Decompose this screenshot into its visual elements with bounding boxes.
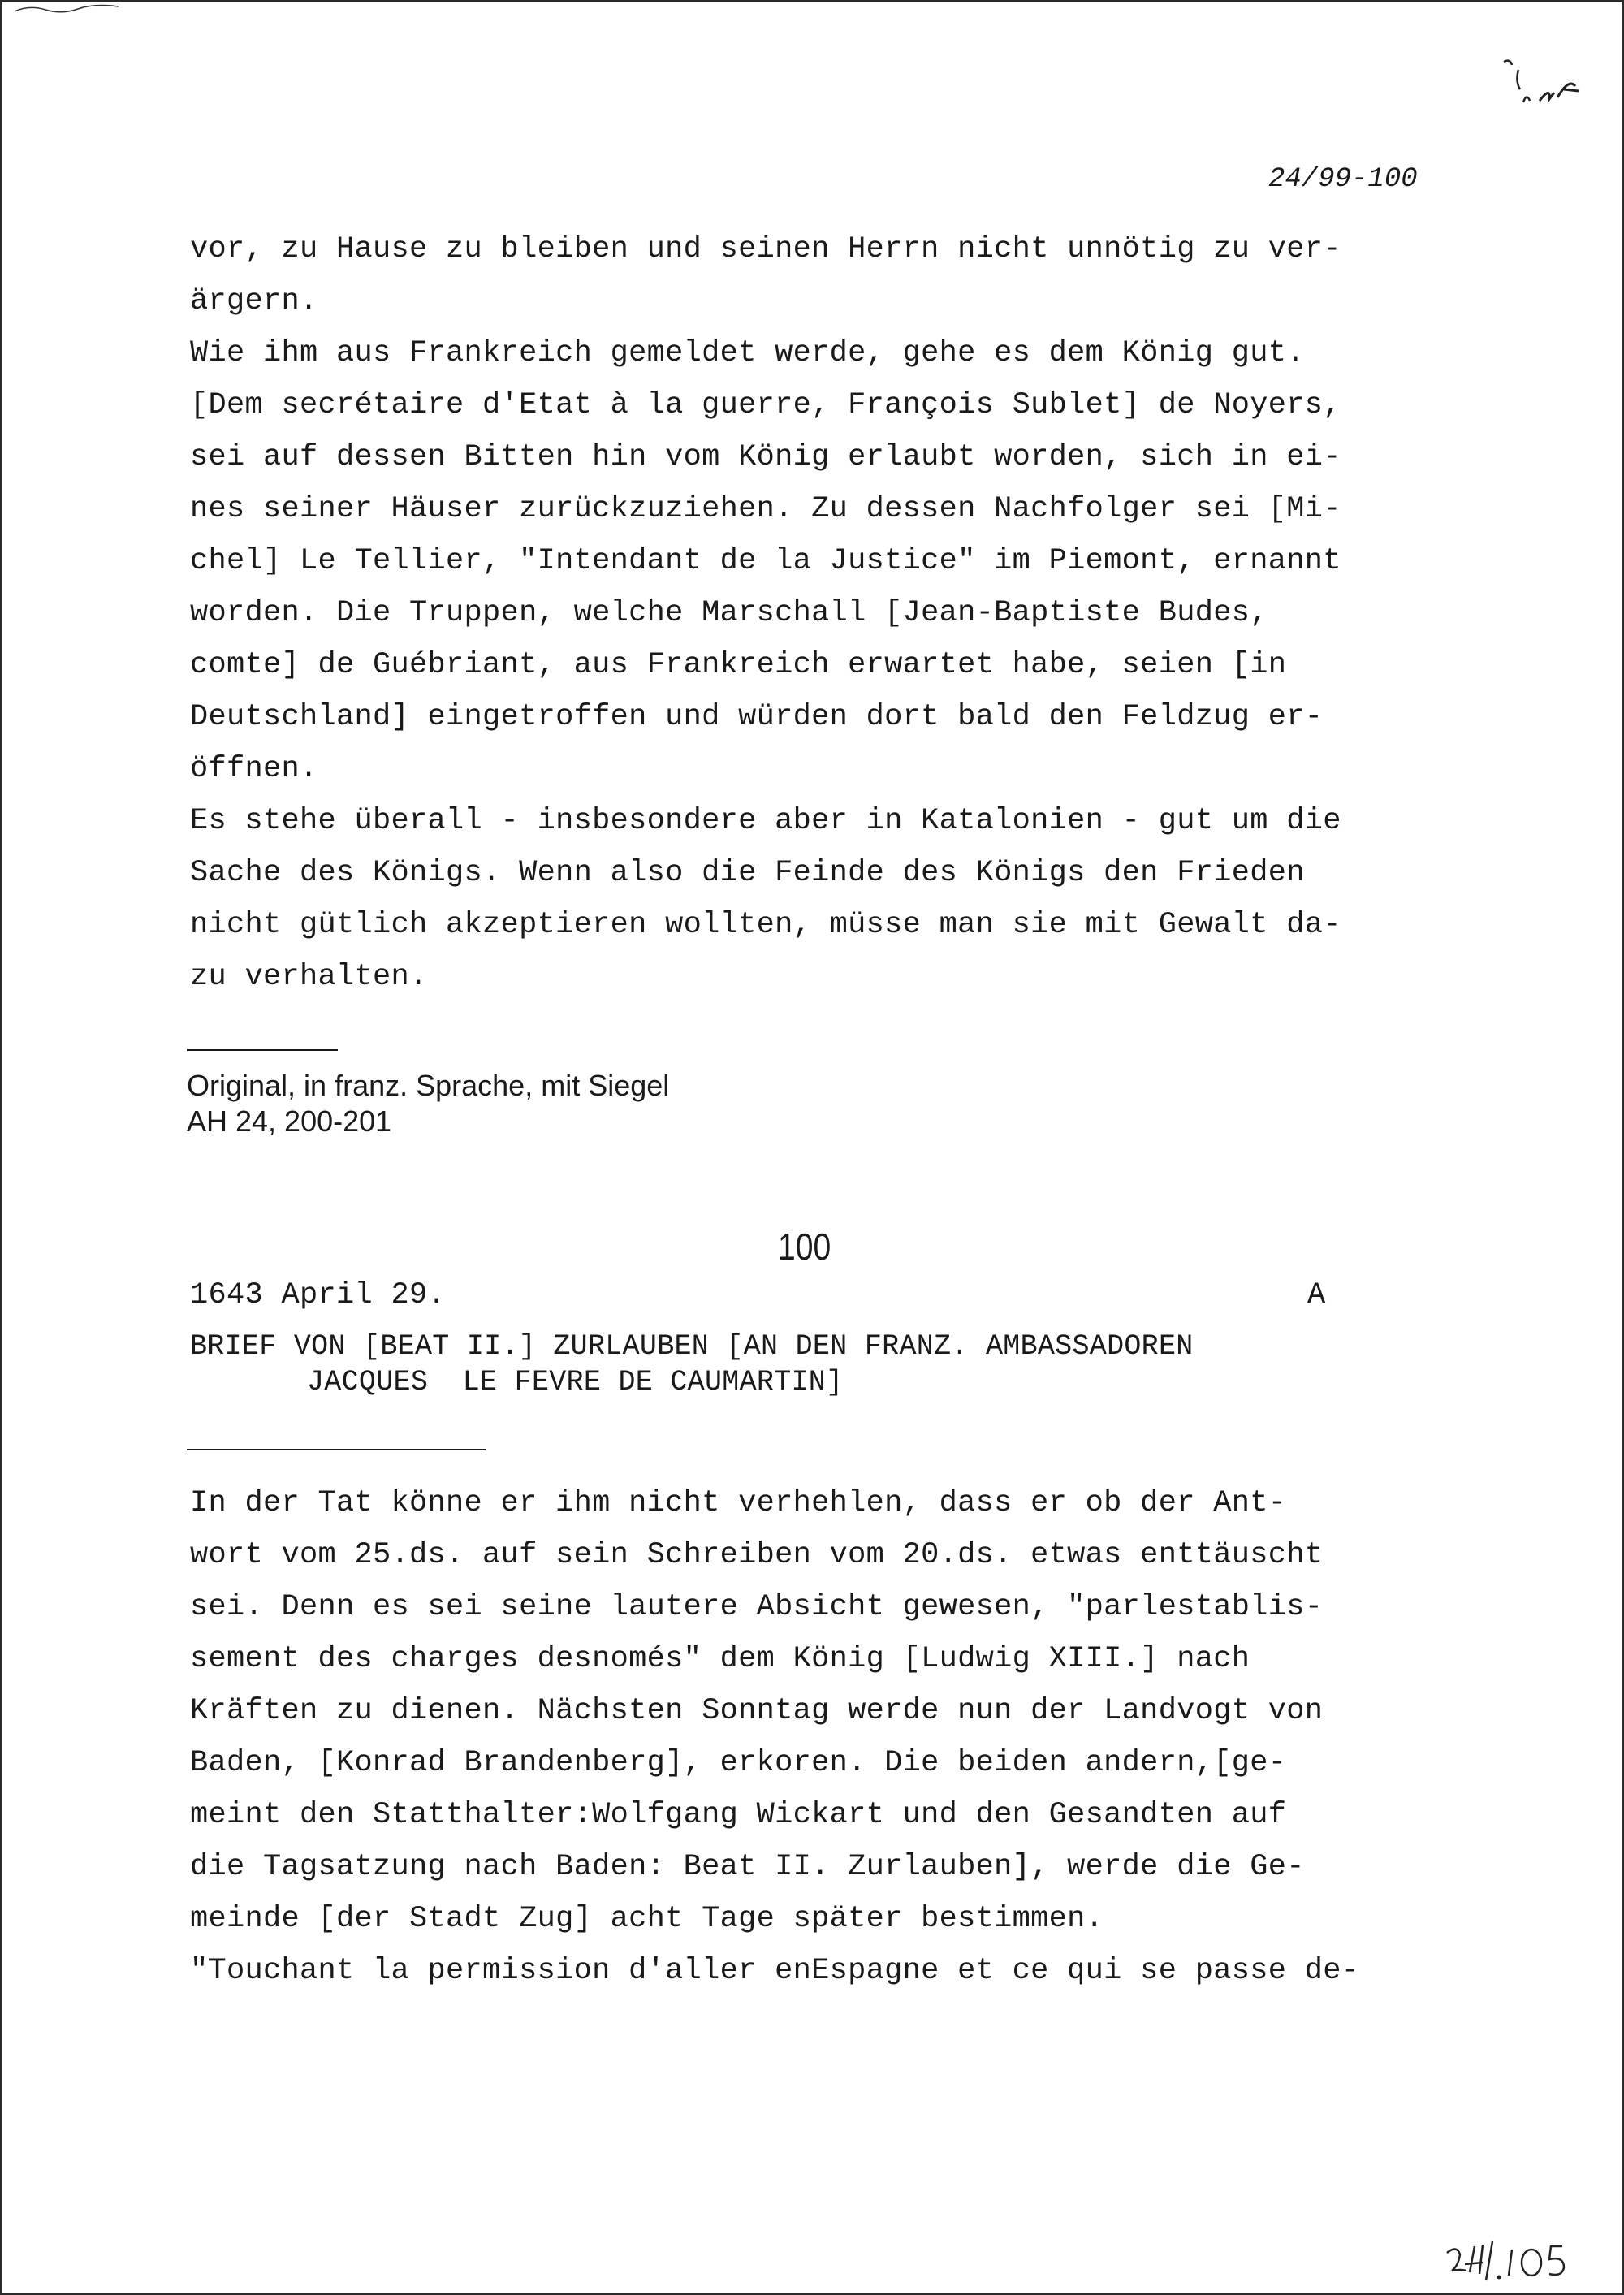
text-line: wort vom 25.ds. auf sein Schreiben vom 20.ds. etwas enttäuscht xyxy=(190,1538,1324,1572)
text-line: sement des charges desnomés" dem König [Ludwig XIII.] nach xyxy=(190,1642,1250,1676)
document-title-line-2: JACQUES LE FEVRE DE CAUMARTIN] xyxy=(307,1366,844,1398)
document-title-line-1: BRIEF VON [BEAT II.] ZURLAUBEN [AN DEN FRANZ. AMBASSADOREN xyxy=(190,1330,1194,1363)
text-line: meint den Statthalter:Wolfgang Wickart und den Gesandten auf xyxy=(190,1798,1287,1832)
text-line: worden. Die Truppen, welche Marschall [Jean-Baptiste Budes, xyxy=(190,596,1268,630)
text-line: [Dem secrétaire d'Etat à la guerre, François Sublet] de Noyers, xyxy=(190,388,1341,422)
text-line: nes seiner Häuser zurückzuziehen. Zu dessen Nachfolger sei [Mi- xyxy=(190,492,1341,526)
document-type-code: A xyxy=(1307,1278,1326,1312)
text-line: sei. Denn es sei seine lautere Absicht gewesen, "parlestablis- xyxy=(190,1590,1324,1624)
footnote-rule xyxy=(187,1049,338,1051)
text-line: die Tagsatzung nach Baden: Beat II. Zurlauben], werde die Ge- xyxy=(190,1850,1305,1884)
page-reference: 24/99-100 xyxy=(1268,164,1418,195)
text-line: Deutschland] eingetroffen und würden dort bald den Feldzug er- xyxy=(190,700,1324,734)
text-line: nicht gütlich akzeptieren wollten, müsse man sie mit Gewalt da- xyxy=(190,908,1341,942)
text-line: meinde [der Stadt Zug] acht Tage später bestimmen. xyxy=(190,1902,1104,1936)
handwritten-folio-top xyxy=(1494,54,1592,119)
title-rule xyxy=(187,1449,486,1450)
text-line: vor, zu Hause zu bleiben und seinen Herrn nicht unnötig zu ver- xyxy=(190,232,1341,266)
text-line: Kräften zu dienen. Nächsten Sonntag werde nun der Landvogt von xyxy=(190,1694,1324,1728)
text-line: Es stehe überall - insbesondere aber in Katalonien - gut um die xyxy=(190,804,1341,838)
text-line: Baden, [Konrad Brandenberg], erkoren. Die beiden andern,[ge- xyxy=(190,1746,1287,1780)
text-line: comte] de Guébriant, aus Frankreich erwartet habe, seien [in xyxy=(190,648,1287,682)
text-line: "Touchant la permission d'aller enEspagne et ce qui se passe de- xyxy=(190,1954,1360,1988)
text-line: öffnen. xyxy=(190,752,318,786)
source-note: Original, in franz. Sprache, mit Siegel xyxy=(187,1069,670,1102)
handwritten-folio-bottom xyxy=(1442,2238,1605,2287)
archive-reference: AH 24, 200-201 xyxy=(187,1104,392,1138)
text-line: In der Tat könne er ihm nicht verhehlen, dass er ob der Ant- xyxy=(190,1486,1287,1520)
text-line: sei auf dessen Bitten hin vom König erlaubt worden, sich in ei- xyxy=(190,440,1341,474)
scan-artifact-mark xyxy=(13,2,127,16)
text-line: chel] Le Tellier, "Intendant de la Justice" im Piemont, ernannt xyxy=(190,544,1341,578)
text-line: ärgern. xyxy=(190,284,318,318)
text-line: Wie ihm aus Frankreich gemeldet werde, gehe es dem König gut. xyxy=(190,336,1305,370)
text-line: Sache des Königs. Wenn also die Feinde des Königs den Frieden xyxy=(190,856,1305,890)
text-line: zu verhalten. xyxy=(190,960,428,994)
document-date: 1643 April 29. xyxy=(190,1278,447,1312)
document-number: 100 xyxy=(778,1225,831,1268)
